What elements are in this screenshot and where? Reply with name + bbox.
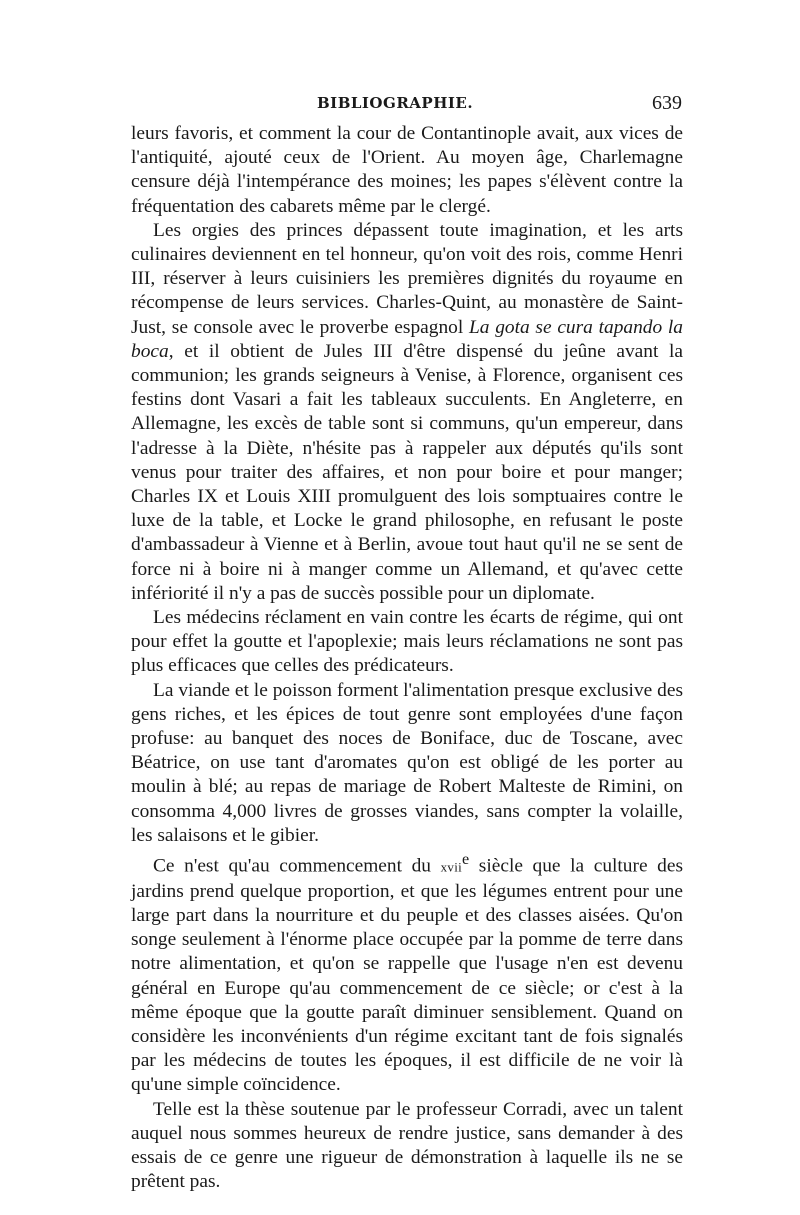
paragraph-5-part-b: siècle que la culture des jardins prend quelque proportion, et que les légumes entrent pour une large part dans la nourriture et du peuple et des classes aisées. Qu'on songe seulement à l'énorme place occupée par la pomme de terre dans notre alimentation, et qu'on se rappelle que l'usage n'en est devenu général en Europe qu'au commencement de ce siècle; or c'est à la même époque que la goutte paraît diminuer sensiblement. Quand on considère les inconvénients d'un régime excitant tant de fois signalés par les médecins de toutes les époques, il est difficile de ne voir là qu'une simple coïncidence. xyxy=(131,855,683,1096)
paragraph-5-part-a: Ce n'est qu'au commencement du xyxy=(153,855,441,877)
running-head: BIBLIOGRAPHIE. xyxy=(317,94,474,112)
paragraph-6: Telle est la thèse soutenue par le professeur Corradi, avec un talent auquel nous sommes heureux de rendre justice, sans demander à des essais de ce genre une rigueur de démonstration à laquelle ils ne se prêtent pas. xyxy=(131,1098,683,1193)
paragraph-2-part-a: Les orgies des princes dépassent toute imagination, et les arts culinaires deviennent en tel honneur, qu'on voit des rois, comme Henri III, réserver à leurs cuisiniers les premières dignités du royaume en récompense de leurs services. Charles-Quint, au monastère de Saint-Just, se console avec le proverbe espagnol xyxy=(131,219,683,338)
century-numeral: xvii xyxy=(440,859,463,875)
paragraph-2-part-b: , et il obtient de Jules III d'être dispensé du jeûne avant la communion; les grands seigneurs à Venise, à Florence, organisent ces festins dont Vasari a fait les tableaux succulents. En Angleterre, en Allemagne, les excès de table sont si communs, qu'un empereur, dans l'adresse à la Diète, n'hésite pas à rappeler aux députés qu'ils sont venus pour traiter des affaires, et non pour boire et pour manger; Charles IX et Louis XIII promulguent des lois somptuaires contre le luxe de la table, et Locke le grand philosophe, en refusant le poste d'ambassadeur à Vienne et à Berlin, avoue tout haut qu'il ne se sent de force ni à boire ni à manger comme un Allemand, et qu'avec cette infériorité il n'y a pas de succès possible pour un diplomate. xyxy=(131,340,683,604)
spanish-proverb: La gota se cura tapando la boca xyxy=(131,316,684,362)
paragraph-4: La viande et le poisson forment l'alimentation presque exclusive des gens riches, et les épices de tout genre sont employées d'une façon profuse: au banquet des noces de Boniface, duc de Toscane, avec Béatrice, on use tant d'aromates qu'on est obligé de les porter au moulin à blé; au repas de mariage de Robert Malteste de Rimini, on consomma 4,000 livres de grosses viandes, sans compter la volaille, les salaisons et le gibier. xyxy=(131,679,683,846)
century-superscript: e xyxy=(462,851,470,869)
paragraph-1: leurs favoris, et comment la cour de Contantinople avait, aux vices de l'antiquité, ajouté ceux de l'Orient. Au moyen âge, Charlemagne censure déjà l'intempérance des moines; les papes s'élèvent contre la fréquentation des cabarets même par le clergé. xyxy=(131,123,683,217)
page-header xyxy=(132,94,682,118)
body-text xyxy=(131,122,683,1194)
page-number: 639 xyxy=(652,92,682,114)
paragraph-5 xyxy=(131,848,683,1098)
paragraph-3: Les médecins réclament en vain contre les écarts de régime, qui ont pour effet la goutte et l'apoplexie; mais leurs réclamations ne sont pas plus efficaces que celles des prédicateurs. xyxy=(131,607,683,677)
paragraph-2 xyxy=(131,219,683,606)
